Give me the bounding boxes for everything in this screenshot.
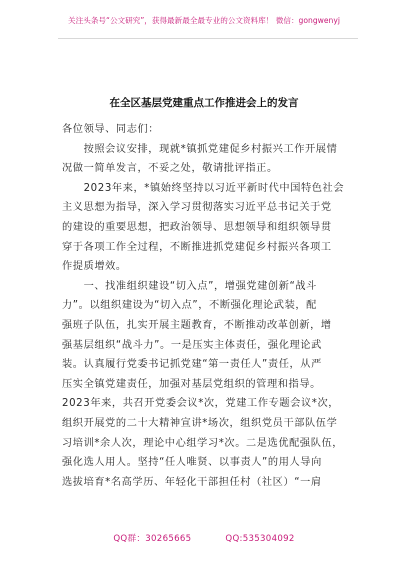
body-line: 组织开展党的二十大精神宣讲*场次，组织党员干部队伍学 [62, 417, 338, 429]
body-line: 装。认真履行党委书记抓党建“第一责任人”责任，从严 [62, 359, 322, 371]
header-banner: 关注头条号“公文研究”，获得最新最全最专业的公文资料库！ 微信：gongwenyj [68, 16, 340, 25]
body-line: 强班子队伍，扎实开展主题教育，不断推动改革创新，增 [62, 319, 332, 331]
body-line: 主义思想为指导，深入学习贯彻落实习近平总书记关于党 [62, 202, 332, 214]
header-divider [58, 38, 358, 39]
body-line: 一、找准组织建设“切入点”，增强党建创新“战斗 [62, 280, 317, 292]
body-line: 选拔培育*名高学历、年轻化干部担任村（社区）“一肩 [62, 476, 322, 488]
footer-contact [0, 533, 408, 545]
body-line: 力”。以组织建设为“切入点”，不断强化理论武装，配 [62, 300, 317, 312]
document-body [62, 120, 352, 492]
body-line: 各位领导、同志们： [62, 124, 160, 135]
body-line: 按照会议安排，现就*镇抓党建促乡村振兴工作开展情 [62, 143, 338, 155]
footer-qq-number: QQ:535304092 [225, 534, 295, 544]
body-line: 强基层组织“战斗力”。一是压实主体责任，强化理论武 [62, 339, 322, 351]
body-line: 习培训*余人次，理论中心组学习*次。二是选优配强队伍， [62, 437, 344, 449]
body-line: 2023年来，共召开党委会议*次，党建工作专题会议*次， [62, 398, 340, 410]
body-line: 强化选人用人。坚持“任人唯贤、以事责人”的用人导向 [62, 457, 322, 469]
body-line: 压实全镇党建责任，加强对基层党组织的管理和指导。 [62, 378, 321, 390]
body-line: 2023年来，*镇始终坚持以习近平新时代中国特色社会 [62, 182, 345, 194]
body-line: 穿于各项工作全过程，不断推进抓党建促乡村振兴各项工 [62, 241, 332, 253]
body-line: 况做一简单发言，不妥之处，敬请批评指正。 [62, 163, 278, 175]
body-line: 的建设的重要思想，把政治领导、思想领导和组织领导贯 [62, 221, 332, 233]
body-line: 作提质增效。 [62, 261, 127, 273]
footer-qq-group: QQ群：30265665 [113, 534, 192, 544]
document-title: 在全区基层党建重点工作推进会上的发言 [109, 97, 299, 109]
